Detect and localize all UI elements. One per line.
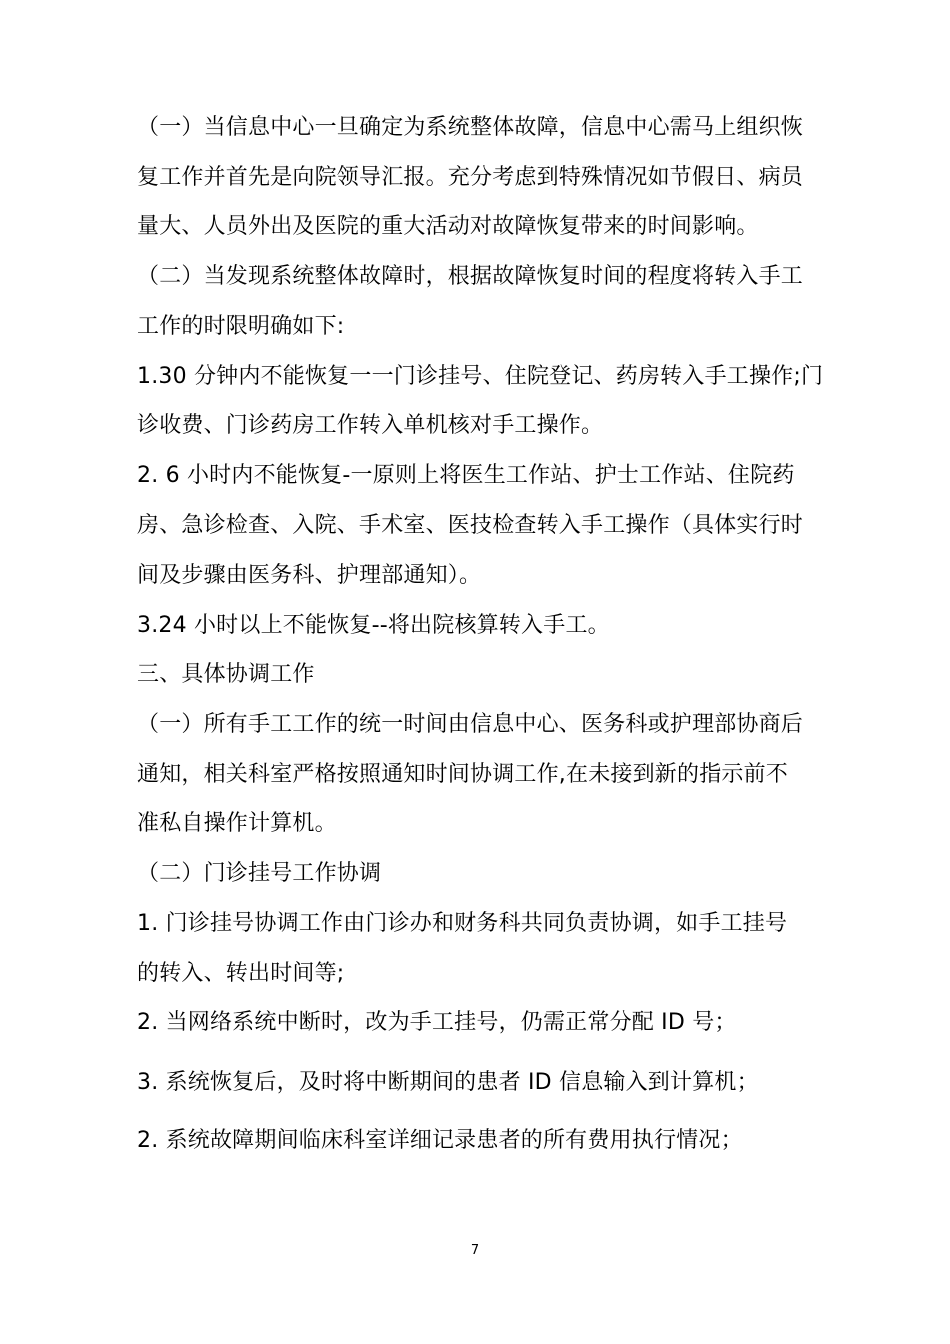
page-number: 7 [470,1243,480,1258]
text-line: 3. 系统恢复后，及时将中断期间的患者 ID 信息输入到计算机； [137,1070,759,1095]
text-line: （二）当发现系统整体故障时，根据故障恢复时间的程度将转入手工 [137,264,804,289]
text-line: 2. 6 小时内不能恢复-一原则上将医生工作站、护士工作站、住院药 [137,463,795,488]
text-line: 通知，相关科室严格按照通知时间协调工作,在未接到新的指示前不 [137,762,788,787]
subsection-heading: （二）门诊挂号工作协调 [137,861,382,886]
text-line: 2. 当网络系统中断时，改为手工挂号，仍需正常分配 ID 号； [137,1010,737,1035]
text-line: 准私自操作计算机。 [137,811,337,836]
text-line: 3.24 小时以上不能恢复--将出院核算转入手工。 [137,613,610,638]
text-line: 间及步骤由医务科、护理部通知）。 [137,563,482,588]
text-line: 复工作并首先是向院领导汇报。充分考虑到特殊情况如节假日、病员 [137,165,804,190]
text-line: 1. 门诊挂号协调工作由门诊办和财务科共同负责协调，如手工挂号 [137,911,788,936]
text-line: 2. 系统故障期间临床科室详细记录患者的所有费用执行情况； [137,1128,743,1153]
text-line: （一）当信息中心一旦确定为系统整体故障，信息中心需马上组织恢 [137,115,804,140]
text-line: （一）所有手工工作的统一时间由信息中心、医务科或护理部协商后 [137,712,804,737]
section-heading: 三、具体协调工作 [137,662,315,687]
text-line: 量大、人员外出及医院的重大活动对故障恢复带来的时间影响。 [137,214,759,239]
text-line: 1.30 分钟内不能恢复一一门诊挂号、住院登记、药房转入手工操作;门 [137,364,824,389]
text-line: 房、急诊检查、入院、手术室、医技检查转入手工操作（具体实行时 [137,513,804,538]
text-line: 的转入、转出时间等; [137,961,345,986]
text-line: 工作的时限明确如下: [137,314,345,339]
text-line: 诊收费、门诊药房工作转入单机核对手工操作。 [137,413,604,438]
